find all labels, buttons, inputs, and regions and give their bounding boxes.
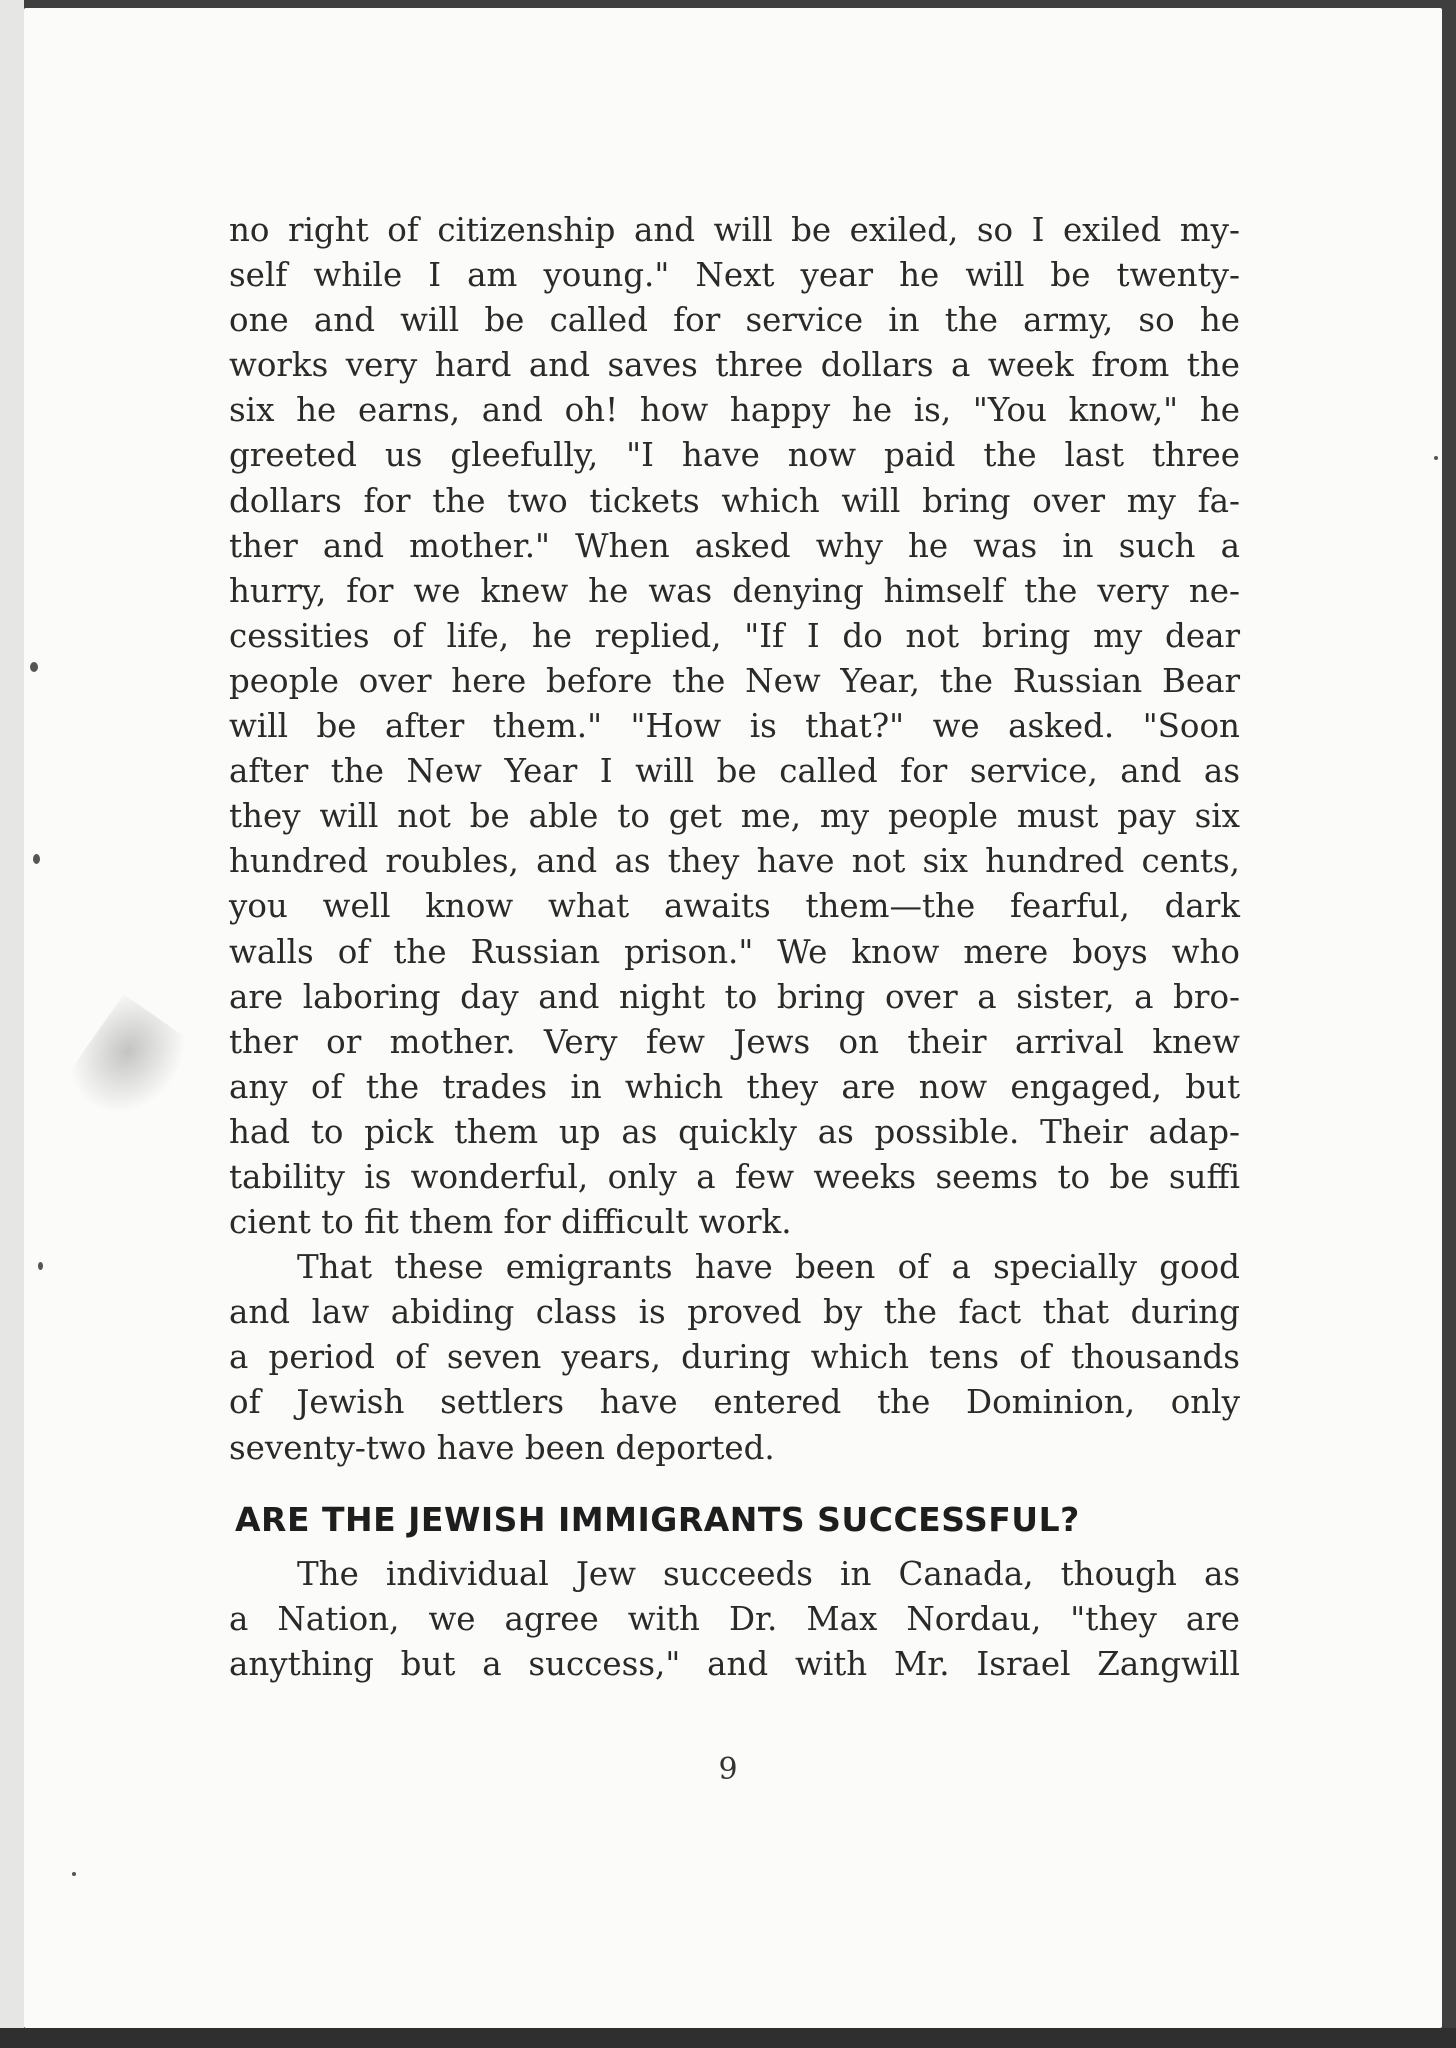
text-line: seventy-two have been deported. [229,1428,775,1467]
text-line: cient to fit them for difficult work. [229,1203,792,1242]
section-heading: ARE THE JEWISH IMMIGRANTS SUCCESSFUL? [235,1499,1080,1539]
text-line: walls of the Russian prison." We know mere boys who [229,932,1240,971]
text-line: of Jewish settlers have entered the Dominion, only [229,1383,1240,1422]
text-line: a Nation, we agree with Dr. Max Nordau, "they are [229,1599,1240,1638]
text-line: are laboring day and night to bring over a sister, a bro- [229,977,1240,1016]
text-line: they will not be able to get me, my people must pay six [229,797,1240,836]
text-line: hundred roubles, and as they have not six hundred cents, [229,842,1240,881]
paragraph-3 [229,1552,1240,1687]
text-line: works very hard and saves three dollars a week from the [229,346,1240,385]
page-text [229,208,1240,1687]
scan-left-edge [0,0,24,2048]
text-line: had to pick them up as quickly as possible. Their adap- [229,1112,1240,1151]
text-line: cessities of life, he replied, "If I do not bring my dear [229,616,1240,655]
paper-speck [72,1872,76,1876]
page-number: 9 [718,1752,738,1787]
text-line: people over here before the New Year, the Russian Bear [229,661,1240,700]
scan-bottom-edge [0,2028,1456,2048]
text-line: dollars for the two tickets which will bring over my fa- [229,481,1240,520]
paper-speck [38,1262,43,1270]
text-line: That these emigrants have been of a specially good [297,1248,1240,1287]
text-line: any of the trades in which they are now engaged, but [229,1067,1240,1106]
text-line: you well know what awaits them—the fearful, dark [229,887,1240,926]
text-line: a period of seven years, during which tens of thousands [229,1338,1240,1377]
paper-speck [1434,456,1438,460]
text-line: will be after them." "How is that?" we asked. "Soon [229,707,1240,746]
text-line: six he earns, and oh! how happy he is, "You know," he [229,391,1240,430]
paragraph-2 [229,1245,1240,1470]
text-line: ther and mother." When asked why he was in such a [229,526,1240,565]
text-line: anything but a success," and with Mr. Israel Zangwill [229,1644,1240,1683]
paragraph-1 [229,208,1240,1245]
paper-speck [33,854,40,864]
text-line: hurry, for we knew he was denying himself the very ne- [229,571,1240,610]
text-line: tability is wonderful, only a few weeks seems to be suffi [229,1157,1240,1196]
text-line: no right of citizenship and will be exiled, so I exiled my- [229,211,1240,249]
text-line: The individual Jew succeeds in Canada, though as [297,1554,1240,1593]
text-line: one and will be called for service in the army, so he [229,301,1240,340]
text-line: greeted us gleefully, "I have now paid the last three [229,436,1240,475]
paper-speck [30,662,38,672]
text-line: ther or mother. Very few Jews on their arrival knew [229,1022,1240,1061]
text-line: after the New Year I will be called for service, and as [229,752,1240,791]
text-line: self while I am young." Next year he will be twenty- [229,256,1240,295]
text-line: and law abiding class is proved by the fact that during [229,1293,1240,1332]
